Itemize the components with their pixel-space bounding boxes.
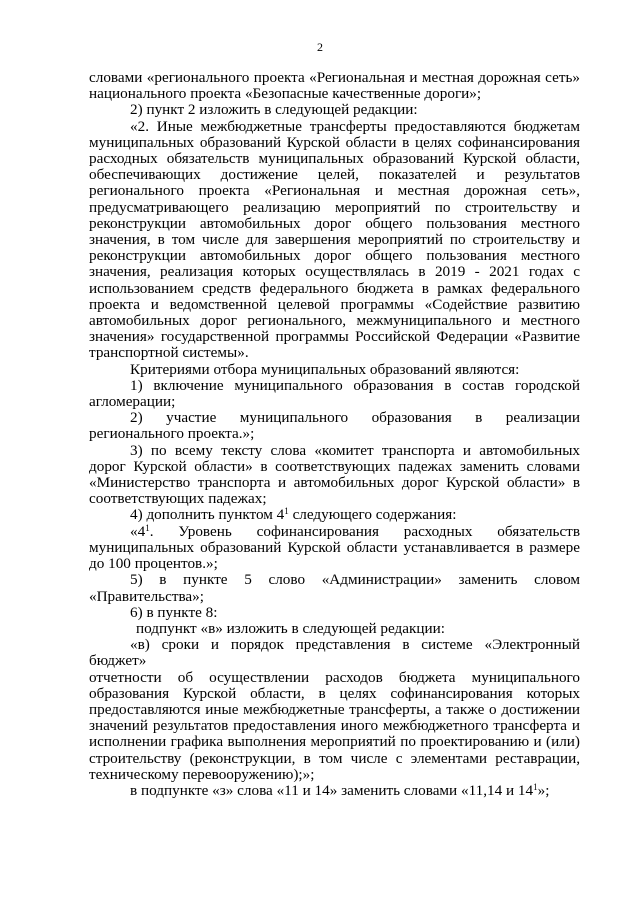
line-text: строительству (реконструкции, в том числе с элементами реставрации, [89,749,580,767]
line-text: подпункт «в» изложить в следующей редакции: [136,619,445,637]
text-line [89,378,580,394]
line-text: значения» государственной программы Российской Федерации «Развитие [89,328,580,346]
text-line [89,686,580,702]
text-line [89,362,580,378]
superscript: 1 [533,781,538,792]
line-text: техническому перевооружению);»; [89,765,315,783]
line-text: образования Курской области, в целях софинансирования которых [89,684,580,702]
text-line [89,151,580,167]
line-text: 4) дополнить пунктом 4 [130,506,285,524]
page-number: 2 [317,40,323,54]
text-line [89,443,580,459]
text-line [89,329,580,345]
line-text: 5) в пункте 5 слово «Администрации» заменить словом [130,571,580,589]
text-line [89,670,580,686]
text-line [89,70,580,86]
text-line [89,491,580,507]
text-line [89,102,580,118]
line-text: реконструкции автомобильных дорог общего пользования местного [89,247,580,265]
line-text: 2) пункт 2 изложить в следующей редакции: [130,101,418,119]
superscript: 1 [284,506,289,517]
text-line [89,297,580,313]
line-text: «Министерство транспорта и автомобильных дорог Курской области» в [89,474,580,492]
text-line [89,734,580,750]
line-text-after: следующего содержания: [288,506,457,524]
text-line [89,167,580,183]
line-text: отчетности об осуществлении расходов бюджета муниципального [89,668,580,686]
text-line [89,507,580,523]
line-text: автомобильных дорог регионального, межмуниципального и местного [89,312,580,330]
line-text-after: »; [537,781,550,799]
superscript: 1 [145,522,150,533]
line-text: проекта и ведомственной целевой программы «Содействие развитию [89,295,580,313]
line-text: предоставляются иные межбюджетные трансферты, а также о достижении [89,700,580,718]
line-text-after: . Уровень софинансирования расходных обязательств [149,522,580,540]
line-text: муниципальных образований Курской области устанавливается в размере [89,538,580,556]
line-text: «4 [130,522,146,540]
line-text: до 100 процентов.»; [89,555,218,573]
line-text: «в) сроки и порядок представления в системе «Электронный бюджет» [89,636,580,670]
line-text: муниципальных образований Курской области в целях софинансирования [89,133,580,151]
text-line [89,394,580,410]
line-text: использованием средств федерального бюджета в рамках федерального [89,279,580,297]
line-text: регионального проекта «Региональная и местная дорожная сеть», [89,182,580,200]
line-text: соответствующих падежах; [89,490,267,508]
line-text: расходных обязательств муниципальных образований Курской области, [89,150,580,168]
text-line [89,135,580,151]
text-line [89,264,580,280]
line-text: 6) в пункте 8: [130,603,218,621]
line-text: агломерации; [89,393,176,411]
line-text: национального проекта «Безопасные качественные дороги»; [89,85,482,103]
line-text: «Правительства»; [89,587,204,605]
line-text: регионального проекта.»; [89,425,255,443]
text-line [89,345,580,361]
text-line [89,410,580,426]
text-line [89,232,580,248]
line-text: значения, в том числе для завершения мероприятий по строительству и [89,231,580,249]
line-text: предусматривающего реализацию мероприятий по строительству и [89,198,580,216]
line-text: словами «регионального проекта «Региональная и местная дорожная сеть» [89,69,580,86]
line-text: значения, реализация которых осуществлялась в 2019 - 2021 годах с [89,263,580,281]
text-line [89,540,580,556]
line-text: обеспечивающих достижение целей, показателей и результатов [89,166,580,184]
line-text: «2. Иные межбюджетные трансферты предоставляются бюджетам [130,117,580,135]
text-line [89,556,580,572]
text-line [89,572,580,588]
text-line [89,751,580,767]
line-text: в подпункте «з» слова «11 и 14» заменить словами «11,14 и 14 [130,781,534,799]
text-line [89,459,580,475]
text-line [89,216,580,232]
text-line [89,475,580,491]
text-line [89,637,580,669]
text-line [89,702,580,718]
line-text: Критериями отбора муниципальных образований являются: [130,360,520,378]
text-line [89,718,580,734]
line-text: реконструкции автомобильных дорог общего пользования местного [89,214,580,232]
text-line [89,86,580,102]
line-text: транспортной системы». [89,344,249,362]
document-body [89,70,580,799]
line-text: дорог Курской области» в соответствующих падежах заменить словами [89,457,580,475]
text-line [89,524,580,540]
text-line [89,281,580,297]
line-text: 3) по всему тексту слова «комитет транспорта и автомобильных [130,441,580,459]
text-line [89,426,580,442]
line-text: значений результатов предоставления иного межбюджетного трансферта и [89,717,580,735]
text-line [89,783,580,799]
text-line [89,589,580,605]
text-line [89,313,580,329]
line-text: исполнении графика выполнения мероприятий по проектированию и (или) [89,733,580,751]
line-text: 1) включение муниципального образования в состав городской [130,376,580,394]
line-text: 2) участие муниципального образования в реализации [130,409,580,427]
text-line [89,119,580,135]
text-line [89,200,580,216]
text-line [89,248,580,264]
text-line [89,621,580,637]
text-line [89,767,580,783]
text-line [89,605,580,621]
text-line [89,183,580,199]
